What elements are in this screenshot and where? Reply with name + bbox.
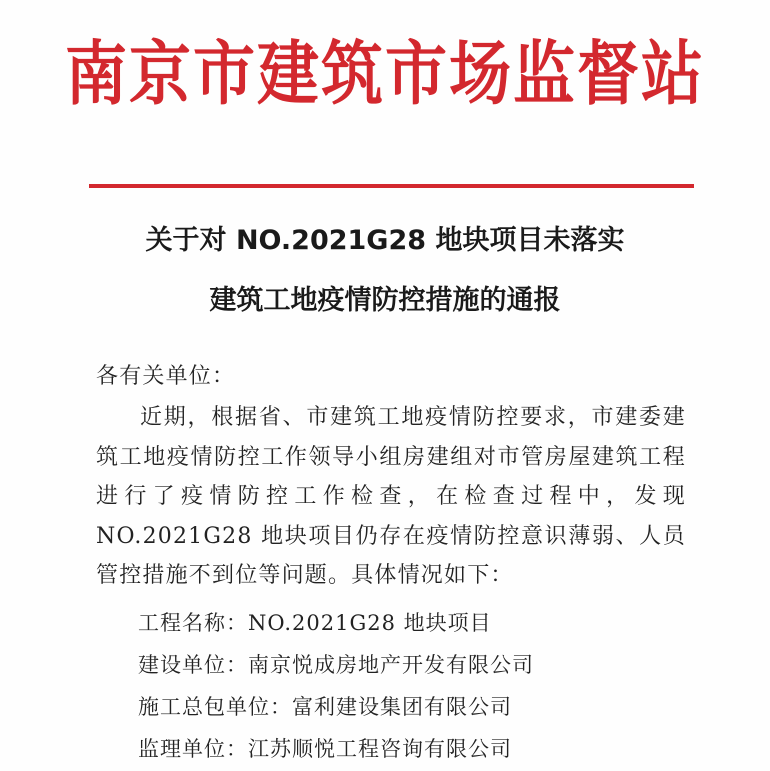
document-title-line-2: 建筑工地疫情防控措施的通报: [209, 285, 561, 316]
project-name-line: 工程名称：NO.2021G28 地块项目: [138, 611, 492, 635]
salutation: 各有关单位：: [96, 364, 236, 389]
body-paragraph: 近期，根据省、市建筑工地疫情防控要求，市建委建筑工地疫情防控工作领导小组房建组对市管房屋建筑工程进行了疫情防控工作检查，在检查过程中，发现 NO.2021G28 地块项目仍存在疫情防控意识薄弱、人员管控措施不到位等问题。具体情况如下：: [96, 405, 686, 588]
letterhead-org-name: 南京市建筑市场监督站: [64, 32, 705, 115]
general-contractor-line: 施工总包单位：富利建设集团有限公司: [138, 695, 512, 719]
letterhead-red-rule: [89, 184, 694, 188]
developer-line: 建设单位：南京悦成房地产开发有限公司: [138, 653, 534, 677]
document-title-line-1: 关于对 NO.2021G28 地块项目未落实: [145, 225, 625, 256]
supervisor-line: 监理单位：江苏顺悦工程咨询有限公司: [138, 737, 512, 761]
